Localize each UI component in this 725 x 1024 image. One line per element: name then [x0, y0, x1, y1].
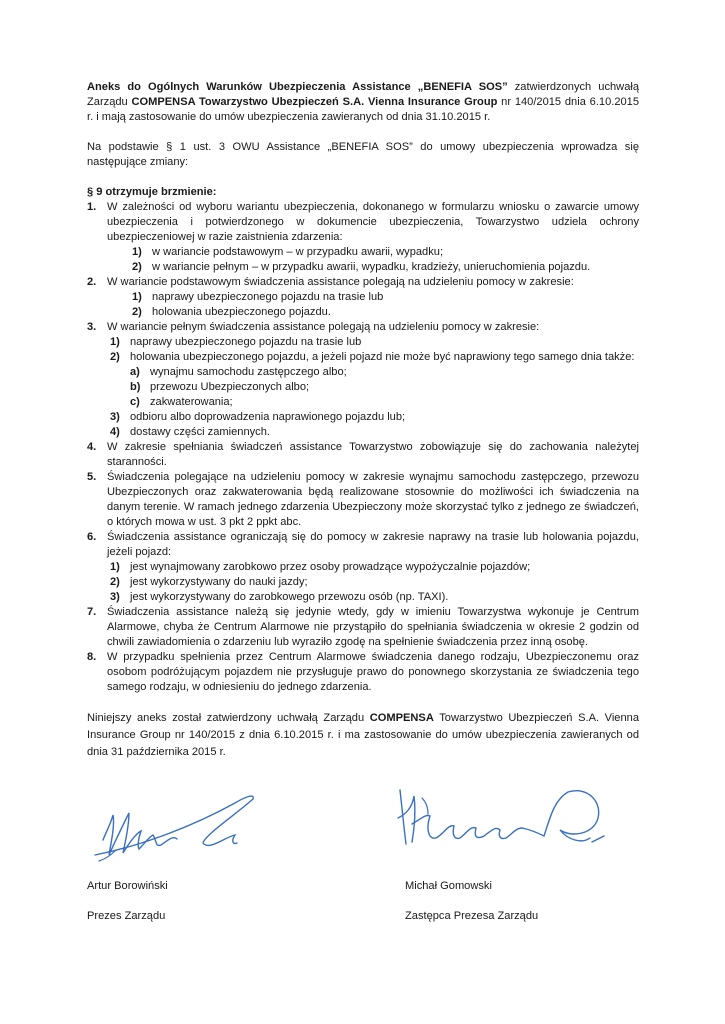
nested-sub-list	[130, 365, 639, 410]
annex-title: Aneks do Ogólnych Warunków Ubezpieczenia Assistance „BENEFIA SOS”	[87, 81, 508, 93]
point-3	[87, 320, 639, 440]
signatory-name-right: Michał Gomowski	[405, 880, 492, 892]
company-name: COMPENSA Towarzystwo Ubezpieczeń S.A. Vienna Insurance Group	[131, 96, 498, 108]
point-number: 7.	[87, 606, 97, 618]
item-letter: a)	[130, 366, 140, 378]
item-text: wynajmu samochodu zastępczego albo;	[150, 366, 347, 378]
item-text: odbioru albo doprowadzenia naprawionego pojazdu lub;	[130, 411, 406, 423]
point-number: 3.	[87, 321, 97, 333]
list-item	[110, 425, 639, 440]
points-list	[87, 200, 639, 695]
item-number: 3)	[110, 411, 120, 423]
item-number: 2)	[132, 261, 142, 273]
document-header	[87, 80, 639, 125]
point-text: Świadczenia assistance należą się jedynie wtedy, gdy w imieniu Towarzystwa wykonuje je Centrum Alarmowe, chyba że Centrum Alarmowe nie przystąpiło do spełniania świadczenia w okresie 2 godzin od chwili zawiadomienia o zdarzeniu lub wyraziło zgodę na spełnienie świadczenia przez inną osobę.	[107, 606, 639, 648]
list-item	[130, 395, 639, 410]
sub-list	[132, 245, 639, 275]
point-2	[87, 275, 639, 320]
legal-basis: Na podstawie § 1 ust. 3 OWU Assistance „BENEFIA SOS” do umowy ubezpieczenia wprowadza się następujące zmiany:	[87, 141, 639, 168]
item-text: naprawy ubezpieczonego pojazdu na trasie lub	[130, 336, 362, 348]
list-item	[110, 560, 639, 575]
annex-title-mid: zatwierdzonych uchwałą Zarządu	[87, 81, 639, 108]
point-text: W zakresie spełniania świadczeń assistance Towarzystwo zobowiązuje się do zachowania należytej staranności.	[107, 441, 639, 468]
point-text: W zależności od wyboru wariantu ubezpieczenia, dokonanego w formularzu wniosku o zawarcie umowy ubezpieczenia i potwierdzonego w dokumencie ubezpieczenia, Towarzystwo udziela ochrony ubezpieczeniowej w razie zaistnienia zdarzenia:	[107, 201, 639, 243]
point-number: 4.	[87, 441, 97, 453]
list-item	[110, 590, 639, 605]
point-text: Świadczenia assistance ograniczają się do pomocy w zakresie naprawy na trasie lub holowania pojazdu, jeżeli pojazd:	[107, 531, 639, 558]
list-item	[110, 410, 639, 425]
point-6	[87, 530, 639, 605]
document-body	[87, 80, 639, 761]
item-text: przewozu Ubezpieczonych albo;	[150, 381, 310, 393]
signatory-name-left: Artur Borowiński	[87, 880, 168, 892]
item-text: jest wykorzystywany do nauki jazdy;	[130, 576, 308, 588]
item-number: 1)	[132, 291, 142, 303]
item-number: 2)	[132, 306, 142, 318]
sub-list	[110, 560, 639, 605]
item-text: holowania ubezpieczonego pojazdu.	[152, 306, 331, 318]
point-8	[87, 650, 639, 695]
list-item	[110, 335, 639, 350]
point-number: 2.	[87, 276, 97, 288]
signature-left-image	[85, 785, 260, 870]
item-text: dostawy części zamiennych.	[130, 426, 270, 438]
signature-right-image	[392, 778, 617, 863]
list-item	[132, 260, 639, 275]
item-text: w wariancie podstawowym – w przypadku awarii, wypadku;	[152, 246, 444, 258]
annex-title-end: nr 140/2015 dnia 6.10.2015 r. i mają zastosowanie do umów ubezpieczenia zawieranych od dnia 31.10.2015 r.	[87, 96, 640, 123]
point-5	[87, 470, 639, 530]
point-number: 6.	[87, 531, 97, 543]
point-4	[87, 440, 639, 470]
point-number: 5.	[87, 471, 97, 483]
point-7	[87, 605, 639, 650]
item-text: holowania ubezpieczonego pojazdu, a jeżeli pojazd nie może być naprawiony tego samego dnia także:	[130, 351, 635, 363]
item-number: 3)	[110, 591, 120, 603]
closing-paragraph	[87, 710, 639, 761]
item-text: w wariancie pełnym – w przypadku awarii, wypadku, kradzieży, unieruchomienia pojazdu.	[152, 261, 591, 273]
signatory-role-left: Prezes Zarządu	[87, 910, 166, 922]
item-letter: b)	[130, 381, 141, 393]
sub-list	[110, 335, 639, 440]
item-text: naprawy ubezpieczonego pojazdu na trasie lub	[152, 291, 384, 303]
list-item	[132, 290, 639, 305]
signatory-role-right: Zastępca Prezesa Zarządu	[405, 910, 539, 922]
item-number: 4)	[110, 426, 120, 438]
list-item	[110, 350, 639, 410]
sub-list	[132, 290, 639, 320]
item-number: 1)	[132, 246, 142, 258]
item-number: 2)	[110, 576, 120, 588]
list-item	[132, 245, 639, 260]
point-text: W wariancie podstawowym świadczenia assistance polegają na udzieleniu pomocy w zakresie:	[107, 276, 574, 288]
item-letter: c)	[130, 396, 140, 408]
section-title: § 9 otrzymuje brzmienie:	[87, 186, 217, 198]
point-number: 1.	[87, 201, 97, 213]
item-number: 1)	[110, 561, 120, 573]
point-text: W przypadku spełnienia przez Centrum Alarmowe świadczenia danego rodzaju, Ubezpieczonemu oraz osobom podróżującym pojazdem nie przysługuje prawo do ponownego skorzystania ze świadczenia tego samego rodzaju, w odniesieniu do jednego zdarzenia.	[107, 651, 639, 693]
point-1	[87, 200, 639, 275]
point-text: W wariancie pełnym świadczenia assistance polegają na udzieleniu pomocy w zakresie:	[107, 321, 540, 333]
item-text: jest wykorzystywany do zarobkowego przewozu osób (np. TAXI).	[130, 591, 449, 603]
list-item	[130, 380, 639, 395]
list-item	[132, 305, 639, 320]
item-text: zakwaterowania;	[150, 396, 233, 408]
list-item	[130, 365, 639, 380]
item-text: jest wynajmowany zarobkowo przez osoby prowadzące wypożyczalnie pojazdów;	[130, 561, 531, 573]
closing-start: Niniejszy aneks został zatwierdzony uchwałą Zarządu	[87, 712, 370, 724]
closing-company: COMPENSA	[369, 712, 434, 724]
item-number: 1)	[110, 336, 120, 348]
list-item	[110, 575, 639, 590]
item-number: 2)	[110, 351, 120, 363]
point-text: Świadczenia polegające na udzieleniu pomocy w zakresie wynajmu samochodu zastępczego, przewozu Ubezpieczonych oraz zakwaterowania będą realizowane stosownie do możliwości ich świadczenia na danym terenie. W ramach jednego zdarzenia Ubezpieczony może skorzystać tylko z jednego ze świadczeń, o których mowa w ust. 3 pkt 2 ppkt abc.	[107, 471, 639, 528]
point-number: 8.	[87, 651, 97, 663]
closing-end: Towarzystwo Ubezpieczeń S.A. Vienna Insurance Group nr 140/2015 z dnia 6.10.2015 r. i ma zastosowanie do umów ubezpieczenia zawieranych od dnia 31 października 2015 r.	[87, 712, 639, 758]
